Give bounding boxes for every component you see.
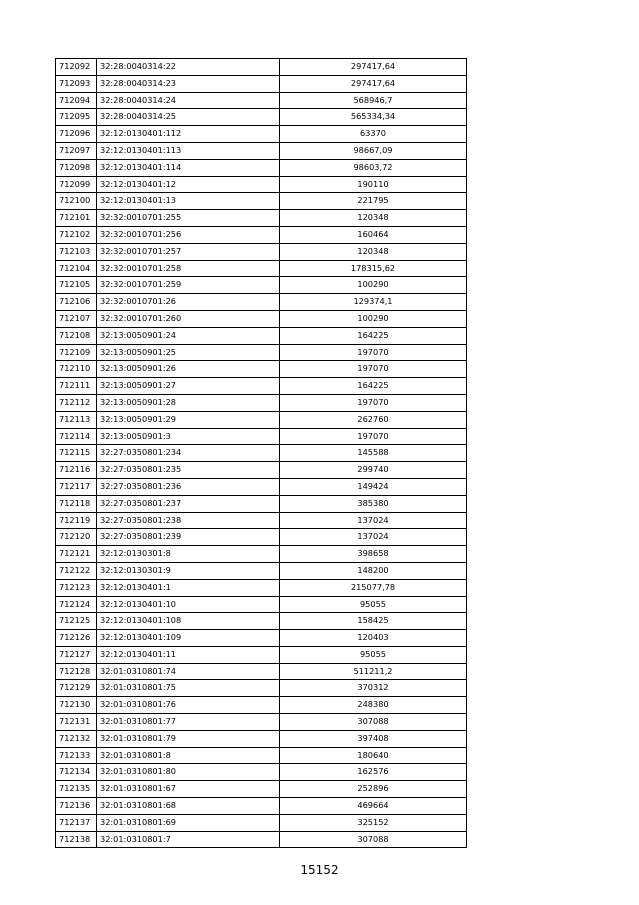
row-number-cell: 712104 [56,260,97,277]
row-number-cell: 712095 [56,109,97,126]
value-cell: 148200 [280,562,467,579]
table-row [56,646,467,663]
cadastral-number-cell: 32:01:0310801:75 [97,680,280,697]
row-number-cell: 712110 [56,361,97,378]
table-row [56,445,467,462]
cadastral-number-cell: 32:01:0310801:79 [97,730,280,747]
cadastral-number-cell: 32:12:0130401:112 [97,126,280,143]
cadastral-number-cell: 32:13:0050901:24 [97,327,280,344]
row-number-cell: 712115 [56,445,97,462]
value-cell: 160464 [280,226,467,243]
cadastral-number-cell: 32:32:0010701:258 [97,260,280,277]
table-row [56,546,467,563]
value-cell: 137024 [280,512,467,529]
value-cell: 307088 [280,831,467,848]
cadastral-number-cell: 32:12:0130401:108 [97,613,280,630]
value-cell: 307088 [280,714,467,731]
value-cell: 162576 [280,764,467,781]
row-number-cell: 712134 [56,764,97,781]
row-number-cell: 712118 [56,495,97,512]
cadastral-number-cell: 32:28:0040314:24 [97,92,280,109]
value-cell: 149424 [280,478,467,495]
cadastral-number-cell: 32:12:0130401:109 [97,630,280,647]
row-number-cell: 712127 [56,646,97,663]
cadastral-number-cell: 32:12:0130401:114 [97,159,280,176]
table-row [56,512,467,529]
table-row [56,310,467,327]
cadastral-number-cell: 32:12:0130401:13 [97,193,280,210]
row-number-cell: 712097 [56,142,97,159]
row-number-cell: 712106 [56,294,97,311]
value-cell: 180640 [280,747,467,764]
value-cell: 262760 [280,411,467,428]
cadastral-number-cell: 32:01:0310801:67 [97,781,280,798]
table-row [56,159,467,176]
table-row [56,831,467,848]
cadastral-number-cell: 32:01:0310801:68 [97,798,280,815]
row-number-cell: 712107 [56,310,97,327]
cadastral-number-cell: 32:32:0010701:255 [97,210,280,227]
cadastral-number-cell: 32:32:0010701:256 [97,226,280,243]
cadastral-number-cell: 32:28:0040314:22 [97,59,280,76]
cadastral-number-cell: 32:01:0310801:77 [97,714,280,731]
cadastral-number-cell: 32:01:0310801:76 [97,697,280,714]
table-row [56,226,467,243]
cadastral-number-cell: 32:12:0130401:1 [97,579,280,596]
value-cell: 252896 [280,781,467,798]
table-row [56,798,467,815]
value-cell: 215077,78 [280,579,467,596]
cadastral-number-cell: 32:27:0350801:235 [97,462,280,479]
value-cell: 297417,64 [280,75,467,92]
value-cell: 98667,09 [280,142,467,159]
row-number-cell: 712130 [56,697,97,714]
row-number-cell: 712092 [56,59,97,76]
value-cell: 95055 [280,646,467,663]
table-row [56,126,467,143]
cadastral-number-cell: 32:12:0130301:9 [97,562,280,579]
value-cell: 100290 [280,277,467,294]
row-number-cell: 712105 [56,277,97,294]
cadastral-number-cell: 32:01:0310801:8 [97,747,280,764]
row-number-cell: 712093 [56,75,97,92]
cadastral-number-cell: 32:01:0310801:69 [97,814,280,831]
table-row [56,75,467,92]
table-row [56,730,467,747]
row-number-cell: 712094 [56,92,97,109]
cadastral-number-cell: 32:12:0130401:10 [97,596,280,613]
cadastral-number-cell: 32:32:0010701:259 [97,277,280,294]
row-number-cell: 712126 [56,630,97,647]
value-cell: 120348 [280,243,467,260]
value-cell: 164225 [280,378,467,395]
table-body [56,59,467,848]
row-number-cell: 712120 [56,529,97,546]
value-cell: 385380 [280,495,467,512]
value-cell: 197070 [280,361,467,378]
table-row [56,747,467,764]
row-number-cell: 712101 [56,210,97,227]
table-row [56,562,467,579]
table-row [56,327,467,344]
value-cell: 197070 [280,394,467,411]
row-number-cell: 712135 [56,781,97,798]
row-number-cell: 712099 [56,176,97,193]
value-cell: 190110 [280,176,467,193]
table-row [56,680,467,697]
page-number: 15152 [300,863,339,877]
cadastral-number-cell: 32:13:0050901:25 [97,344,280,361]
table-row [56,478,467,495]
table-row [56,613,467,630]
value-cell: 397408 [280,730,467,747]
table-row [56,361,467,378]
table-row [56,630,467,647]
cadastral-number-cell: 32:13:0050901:3 [97,428,280,445]
cadastral-number-cell: 32:12:0130301:8 [97,546,280,563]
table-row [56,193,467,210]
row-number-cell: 712131 [56,714,97,731]
table-row [56,663,467,680]
cadastral-number-cell: 32:13:0050901:28 [97,394,280,411]
row-number-cell: 712111 [56,378,97,395]
table-row [56,260,467,277]
table-row [56,764,467,781]
row-number-cell: 712109 [56,344,97,361]
value-cell: 325152 [280,814,467,831]
value-cell: 511211,2 [280,663,467,680]
cadastral-number-cell: 32:32:0010701:257 [97,243,280,260]
value-cell: 370312 [280,680,467,697]
cadastral-number-cell: 32:13:0050901:29 [97,411,280,428]
row-number-cell: 712121 [56,546,97,563]
table-row [56,294,467,311]
value-cell: 129374,1 [280,294,467,311]
row-number-cell: 712112 [56,394,97,411]
cadastral-number-cell: 32:12:0130401:12 [97,176,280,193]
cadastral-number-cell: 32:01:0310801:74 [97,663,280,680]
cadastral-number-cell: 32:27:0350801:239 [97,529,280,546]
value-cell: 398658 [280,546,467,563]
cadastral-number-cell: 32:28:0040314:25 [97,109,280,126]
cadastral-number-cell: 32:28:0040314:23 [97,75,280,92]
table-row [56,428,467,445]
row-number-cell: 712137 [56,814,97,831]
row-number-cell: 712096 [56,126,97,143]
row-number-cell: 712108 [56,327,97,344]
value-cell: 120403 [280,630,467,647]
value-cell: 95055 [280,596,467,613]
row-number-cell: 712138 [56,831,97,848]
table-row [56,579,467,596]
row-number-cell: 712119 [56,512,97,529]
table-row [56,814,467,831]
row-number-cell: 712116 [56,462,97,479]
row-number-cell: 712128 [56,663,97,680]
value-cell: 98603,72 [280,159,467,176]
table-row [56,394,467,411]
row-number-cell: 712114 [56,428,97,445]
value-cell: 297417,64 [280,59,467,76]
table-row [56,781,467,798]
value-cell: 248380 [280,697,467,714]
table-row [56,277,467,294]
table-row [56,411,467,428]
cadastral-number-cell: 32:27:0350801:234 [97,445,280,462]
value-cell: 120348 [280,210,467,227]
cadastral-number-cell: 32:13:0050901:27 [97,378,280,395]
row-number-cell: 712123 [56,579,97,596]
cadastral-number-cell: 32:32:0010701:260 [97,310,280,327]
value-cell: 197070 [280,428,467,445]
table-row [56,462,467,479]
value-cell: 568946,7 [280,92,467,109]
cadastral-number-cell: 32:12:0130401:11 [97,646,280,663]
row-number-cell: 712125 [56,613,97,630]
row-number-cell: 712136 [56,798,97,815]
cadastral-number-cell: 32:12:0130401:113 [97,142,280,159]
value-cell: 63370 [280,126,467,143]
cadastral-number-cell: 32:32:0010701:26 [97,294,280,311]
value-cell: 158425 [280,613,467,630]
cadastral-number-cell: 32:27:0350801:236 [97,478,280,495]
table-row [56,243,467,260]
cadastral-number-cell: 32:27:0350801:237 [97,495,280,512]
cadastral-value-table [55,58,467,848]
row-number-cell: 712132 [56,730,97,747]
row-number-cell: 712124 [56,596,97,613]
table-row [56,529,467,546]
table-row [56,714,467,731]
row-number-cell: 712102 [56,226,97,243]
row-number-cell: 712113 [56,411,97,428]
value-cell: 137024 [280,529,467,546]
value-cell: 469664 [280,798,467,815]
table-row [56,176,467,193]
value-cell: 197070 [280,344,467,361]
value-cell: 178315,62 [280,260,467,277]
table-row [56,495,467,512]
value-cell: 221795 [280,193,467,210]
value-cell: 565334,34 [280,109,467,126]
cadastral-number-cell: 32:01:0310801:80 [97,764,280,781]
value-cell: 164225 [280,327,467,344]
row-number-cell: 712129 [56,680,97,697]
table-row [56,109,467,126]
table-row [56,378,467,395]
cadastral-number-cell: 32:01:0310801:7 [97,831,280,848]
table-row [56,92,467,109]
cadastral-number-cell: 32:27:0350801:238 [97,512,280,529]
table-row [56,344,467,361]
cadastral-number-cell: 32:13:0050901:26 [97,361,280,378]
table-row [56,210,467,227]
table-row [56,142,467,159]
row-number-cell: 712133 [56,747,97,764]
table-row [56,596,467,613]
table-row [56,697,467,714]
row-number-cell: 712098 [56,159,97,176]
value-cell: 299740 [280,462,467,479]
row-number-cell: 712117 [56,478,97,495]
row-number-cell: 712100 [56,193,97,210]
value-cell: 145588 [280,445,467,462]
table-row [56,59,467,76]
value-cell: 100290 [280,310,467,327]
row-number-cell: 712122 [56,562,97,579]
row-number-cell: 712103 [56,243,97,260]
